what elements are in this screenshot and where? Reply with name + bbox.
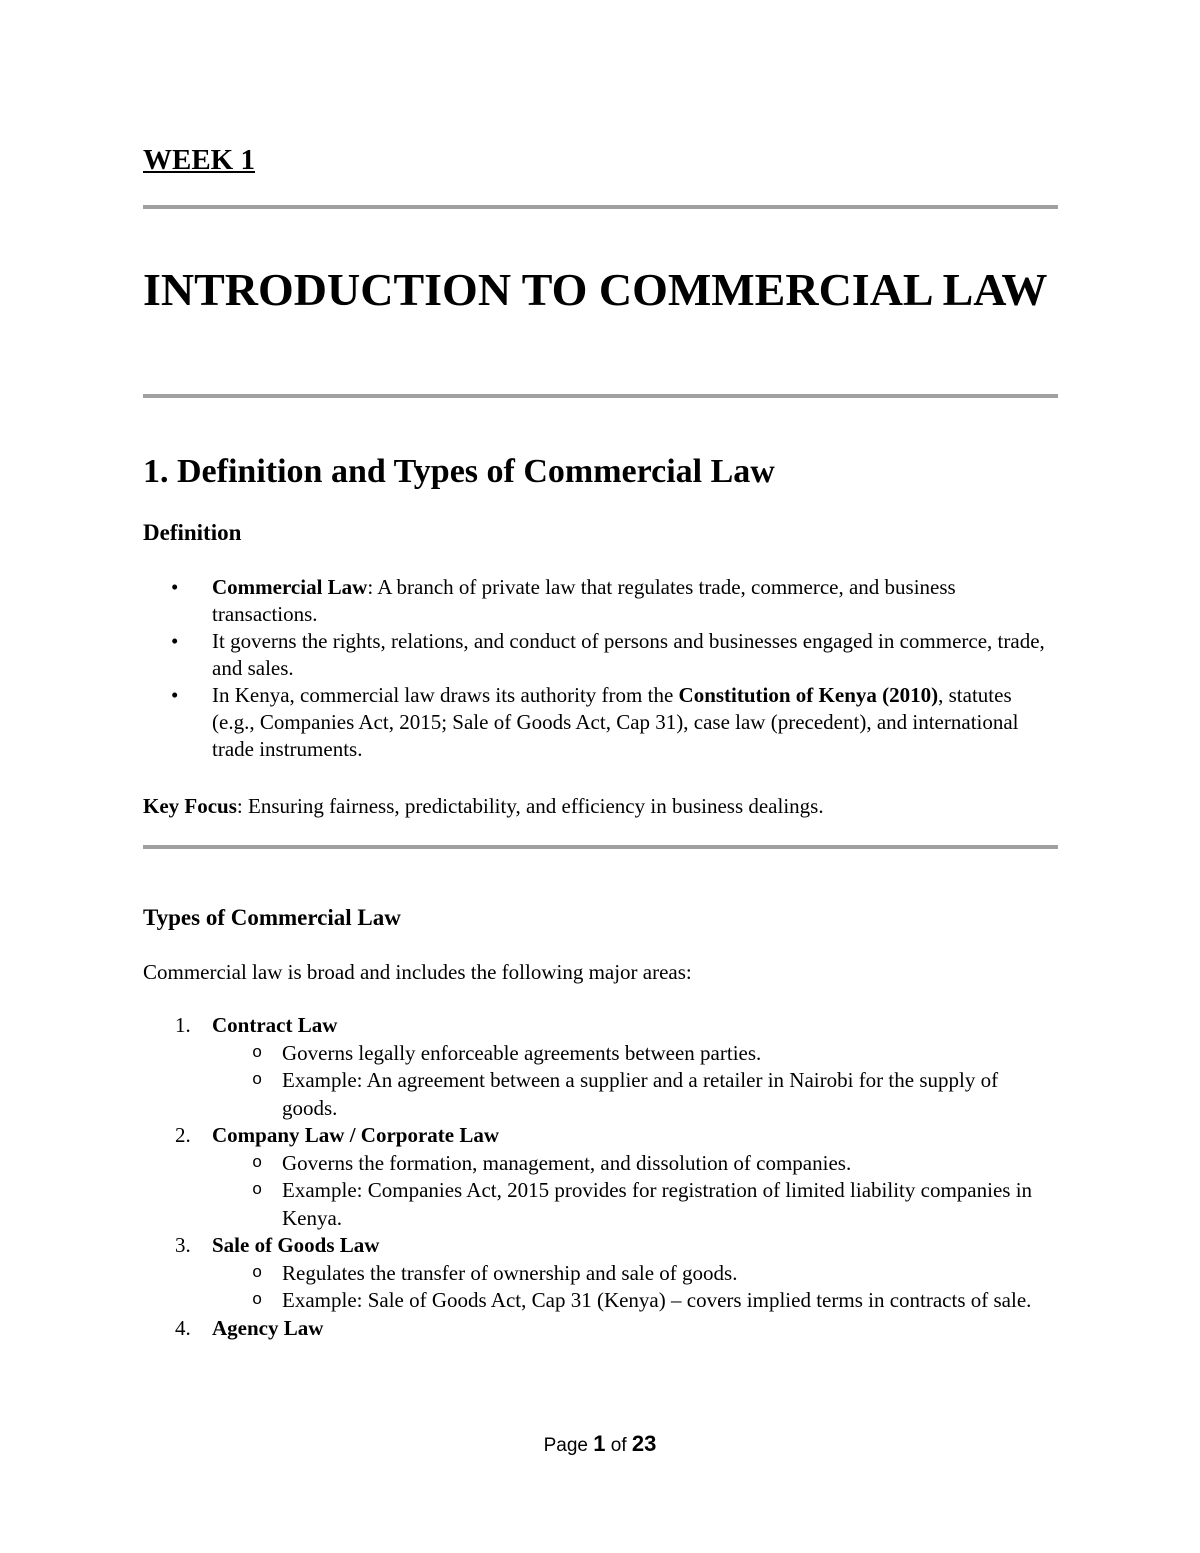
current-page-number: 1	[593, 1431, 606, 1456]
bullet-icon: •	[171, 575, 179, 599]
sub-item-text: Governs legally enforceable agreements between parties.	[282, 1040, 762, 1065]
list-number: 4.	[175, 1315, 191, 1340]
bullet-icon: •	[171, 629, 179, 653]
list-item	[143, 1232, 1058, 1315]
term: Constitution of Kenya (2010)	[678, 683, 939, 707]
horizontal-rule	[143, 394, 1058, 398]
list-number: 3.	[175, 1233, 191, 1257]
list-number: 2.	[175, 1123, 191, 1147]
types-list	[143, 1012, 1058, 1342]
circle-bullet-icon: o	[252, 1043, 263, 1063]
page-word: Page	[543, 1435, 588, 1456]
sub-item-text: Regulates the transfer of ownership and sale of goods.	[282, 1260, 738, 1285]
type-title: Sale of Goods Law	[212, 1233, 380, 1257]
definition-text: : A branch of private law that regulates trade, commerce, and business transactions.	[212, 575, 956, 626]
list-item	[143, 574, 1058, 628]
definition-text: It governs the rights, relations, and conduct of persons and businesses engaged in commerce, trade, and sales.	[212, 629, 1045, 680]
circle-bullet-icon: o	[252, 1291, 263, 1310]
list-item	[143, 682, 1058, 763]
sub-item-text: Governs the formation, management, and dissolution of companies.	[282, 1150, 852, 1175]
page-footer	[0, 1430, 1200, 1460]
circle-bullet-icon: o	[252, 1071, 263, 1090]
page-title: INTRODUCTION TO COMMERCIAL LAW	[143, 264, 1048, 315]
sub-list-item	[212, 1177, 1058, 1232]
sub-list-item	[212, 1040, 1058, 1068]
type-title: Contract Law	[212, 1013, 338, 1037]
list-item	[143, 1315, 1058, 1343]
sub-list-item	[212, 1150, 1058, 1178]
types-heading: Types of Commercial Law	[143, 905, 401, 930]
sub-item-text: Example: An agreement between a supplier and a retailer in Nairobi for the supply of goods.	[282, 1068, 999, 1120]
total-pages: 23	[631, 1431, 657, 1456]
week-label: WEEK 1	[143, 144, 255, 176]
circle-bullet-icon: o	[252, 1263, 263, 1283]
type-title: Company Law / Corporate Law	[212, 1123, 499, 1147]
sub-item-text: Example: Companies Act, 2015 provides for registration of limited liability companies in Kenya.	[282, 1178, 1033, 1230]
sub-item-text: Example: Sale of Goods Act, Cap 31 (Kenya) – covers implied terms in contracts of sale.	[282, 1288, 1032, 1312]
sub-list-item	[212, 1067, 1058, 1122]
types-intro: Commercial law is broad and includes the following major areas:	[143, 960, 692, 984]
list-item	[143, 628, 1058, 682]
bullet-icon: •	[171, 683, 179, 707]
list-item	[143, 1122, 1058, 1232]
list-number: 1.	[175, 1013, 191, 1037]
sub-list	[212, 1040, 1058, 1123]
circle-bullet-icon: o	[252, 1181, 263, 1200]
definition-list	[143, 574, 1058, 763]
definition-text: , statutes (e.g., Companies Act, 2015; Sale of Goods Act, Cap 31), case law (precedent), and international trade instruments.	[212, 683, 1019, 761]
key-focus-label: Key Focus	[143, 794, 237, 818]
key-focus	[143, 793, 1058, 820]
section-heading: 1. Definition and Types of Commercial Law	[143, 453, 775, 490]
sub-list	[212, 1260, 1058, 1315]
type-title: Agency Law	[212, 1315, 324, 1340]
circle-bullet-icon: o	[252, 1153, 263, 1173]
term: Commercial Law	[212, 575, 368, 599]
sub-list	[212, 1150, 1058, 1233]
of-word: of	[610, 1435, 627, 1456]
definition-text: In Kenya, commercial law draws its authority from the	[212, 683, 679, 707]
sub-list-item	[212, 1260, 1058, 1288]
horizontal-rule	[143, 205, 1058, 209]
sub-list-item	[212, 1287, 1058, 1315]
horizontal-rule	[143, 845, 1058, 849]
definition-heading: Definition	[143, 520, 242, 545]
key-focus-text: : Ensuring fairness, predictability, and efficiency in business dealings.	[236, 794, 824, 818]
list-item	[143, 1012, 1058, 1122]
